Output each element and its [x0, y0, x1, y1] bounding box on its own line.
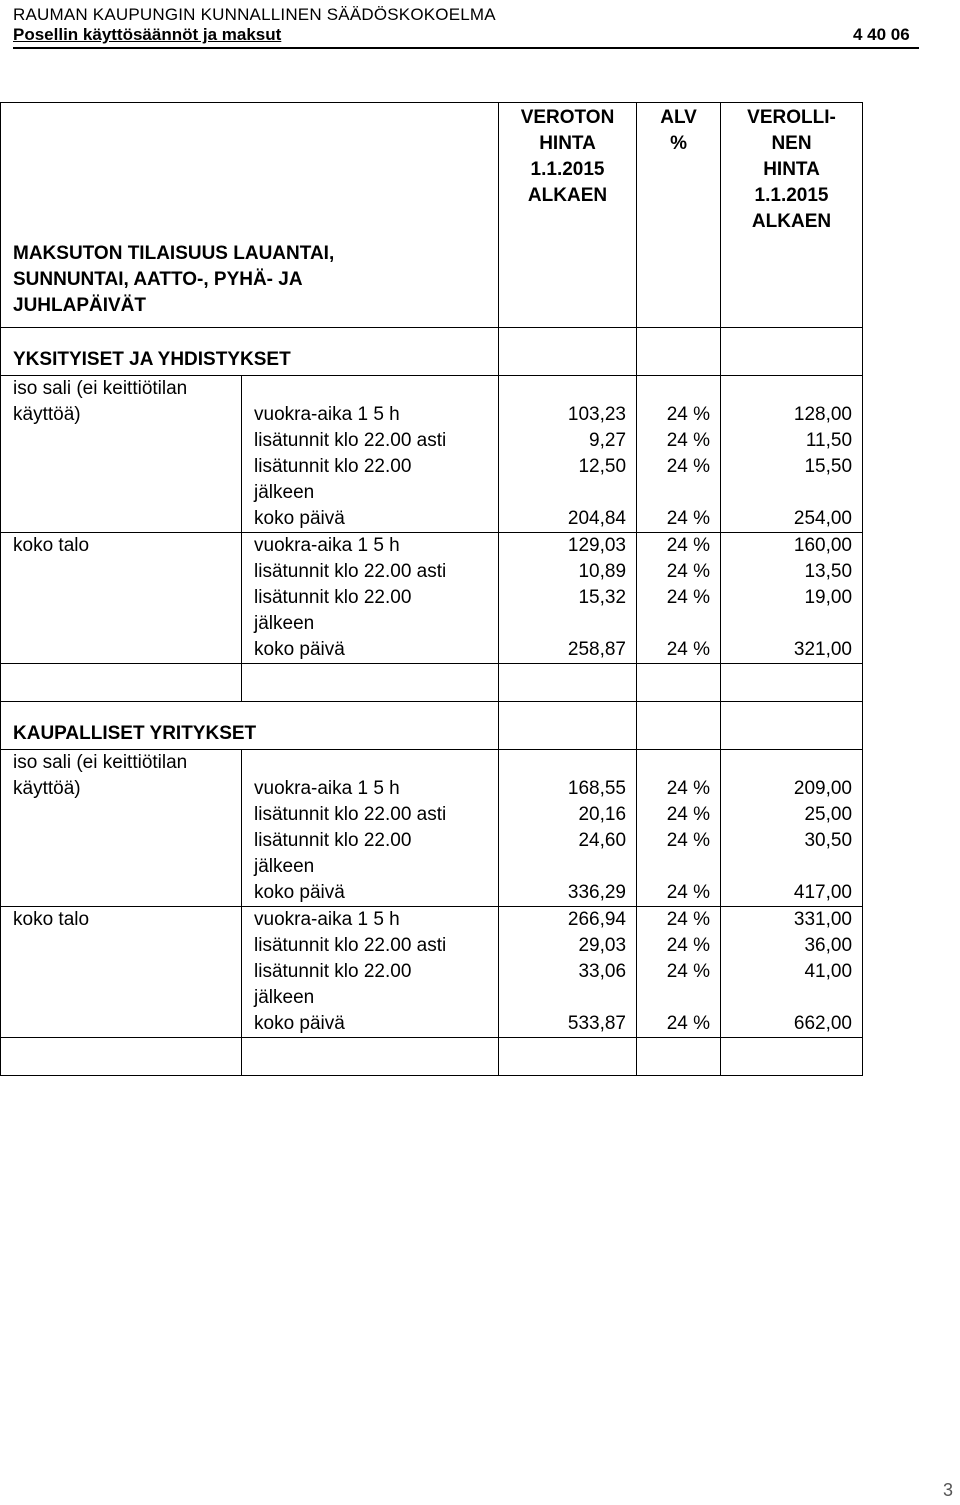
vat-rate: 24 % [637, 828, 721, 880]
price-excl: 15,32 [499, 585, 637, 637]
table-row [1, 506, 863, 533]
row-label: vuokra-aika 1 5 h [254, 778, 400, 799]
row-label-cell [242, 376, 499, 429]
empty-cell [721, 702, 863, 750]
price-incl: 160,00 [721, 533, 863, 560]
venue-cell [1, 533, 242, 560]
document-title: Posellin käyttösäännöt ja maksut [13, 25, 282, 44]
table-row [1, 750, 863, 803]
venue-cell [1, 1011, 242, 1038]
row-label-cell [242, 880, 499, 907]
header-rule [13, 47, 919, 49]
table-row [1, 828, 863, 880]
empty-cell [242, 664, 499, 702]
price-incl: 30,50 [721, 828, 863, 880]
price-excl: 336,29 [499, 880, 637, 907]
table-row [1, 559, 863, 585]
venue-cell [1, 454, 242, 506]
price-incl: 41,00 [721, 959, 863, 1011]
vat-rate: 24 % [637, 880, 721, 907]
row-label-cell [242, 750, 499, 803]
price-excl: 12,50 [499, 454, 637, 506]
vat-rate: 24 % [637, 1011, 721, 1038]
price-incl: 13,50 [721, 559, 863, 585]
price-incl: 128,00 [721, 376, 863, 429]
vat-rate: 24 % [637, 959, 721, 1011]
row-label-cell [242, 637, 499, 664]
price-excl: 29,03 [499, 933, 637, 959]
empty-cell [637, 328, 721, 376]
price-incl: 11,50 [721, 428, 863, 454]
section-title: KAUPALLISET YRITYKSET [1, 702, 499, 750]
table-row [1, 585, 863, 637]
row-label: koko päivä [254, 882, 345, 903]
table-header-row [1, 103, 863, 328]
col-header-price-excl: VEROTON HINTA 1.1.2015 ALKAEN [499, 103, 637, 328]
vat-rate: 24 % [637, 428, 721, 454]
price-incl: 331,00 [721, 907, 863, 934]
empty-cell [721, 664, 863, 702]
venue-cell [1, 933, 242, 959]
row-label: lisätunnit klo 22.00 jälkeen [254, 587, 412, 634]
row-label-cell [242, 585, 499, 637]
table-row [1, 802, 863, 828]
main-title-cell [1, 103, 499, 328]
price-incl: 15,50 [721, 454, 863, 506]
empty-cell [721, 328, 863, 376]
vat-rate: 24 % [637, 454, 721, 506]
row-label: koko päivä [254, 508, 345, 529]
table-row [1, 376, 863, 429]
table-row [1, 959, 863, 1011]
venue-cell [1, 750, 242, 803]
row-label-cell [242, 559, 499, 585]
collection-title: RAUMAN KAUPUNGIN KUNNALLINEN SÄÄDÖSKOKOELMA [13, 5, 496, 24]
table-row [1, 637, 863, 664]
vat-rate: 24 % [637, 559, 721, 585]
row-label-cell [242, 959, 499, 1011]
row-label: lisätunnit klo 22.00 asti [254, 935, 447, 956]
row-label: lisätunnit klo 22.00 asti [254, 430, 447, 451]
table-row [1, 907, 863, 934]
price-excl: 129,03 [499, 533, 637, 560]
empty-cell [499, 702, 637, 750]
vat-rate: 24 % [637, 533, 721, 560]
price-incl: 36,00 [721, 933, 863, 959]
table-row [1, 1011, 863, 1038]
empty-cell [721, 1038, 863, 1076]
row-label-cell [242, 533, 499, 560]
venue-cell [1, 559, 242, 585]
empty-cell [499, 664, 637, 702]
table-row [1, 533, 863, 560]
section-title: YKSITYISET JA YHDISTYKSET [1, 328, 499, 376]
row-label: koko päivä [254, 639, 345, 660]
venue-cell [1, 428, 242, 454]
row-label-cell [242, 828, 499, 880]
empty-cell [637, 702, 721, 750]
price-excl: 168,55 [499, 750, 637, 803]
venue-cell [1, 376, 242, 429]
empty-cell [1, 664, 242, 702]
venue-cell [1, 828, 242, 880]
price-excl: 258,87 [499, 637, 637, 664]
table-row [1, 454, 863, 506]
venue-cell [1, 585, 242, 637]
empty-cell [499, 328, 637, 376]
price-incl: 209,00 [721, 750, 863, 803]
main-title: MAKSUTON TILAISUUS LAUANTAI, SUNNUNTAI, AATTO-, PYHÄ- JA JUHLAPÄIVÄT [13, 243, 335, 316]
price-incl: 19,00 [721, 585, 863, 637]
vat-rate: 24 % [637, 933, 721, 959]
vat-rate: 24 % [637, 637, 721, 664]
price-excl: 9,27 [499, 428, 637, 454]
venue-name: koko talo [13, 909, 90, 930]
row-label-cell [242, 1011, 499, 1038]
empty-cell [637, 1038, 721, 1076]
row-label: lisätunnit klo 22.00 asti [254, 804, 447, 825]
price-table [0, 102, 863, 1076]
section-row [1, 702, 863, 750]
col-header-price-incl: VEROLLI- NEN HINTA 1.1.2015 ALKAEN [721, 103, 863, 328]
venue-name: iso sali (ei keittiötilan käyttöä) [13, 378, 188, 425]
price-incl: 662,00 [721, 1011, 863, 1038]
row-label: koko päivä [254, 1013, 345, 1034]
empty-cell [1, 1038, 242, 1076]
venue-name: koko talo [13, 535, 90, 556]
venue-cell [1, 637, 242, 664]
venue-cell [1, 959, 242, 1011]
empty-cell [242, 1038, 499, 1076]
venue-name: iso sali (ei keittiötilan käyttöä) [13, 752, 188, 799]
price-excl: 20,16 [499, 802, 637, 828]
vat-rate: 24 % [637, 907, 721, 934]
row-label: vuokra-aika 1 5 h [254, 404, 400, 425]
page-number: 3 [943, 1480, 954, 1500]
venue-cell [1, 880, 242, 907]
empty-cell [637, 664, 721, 702]
vat-rate: 24 % [637, 376, 721, 429]
document-header [13, 25, 910, 45]
row-label-cell [242, 506, 499, 533]
col-header-vat: ALV % [637, 103, 721, 328]
table-row [1, 428, 863, 454]
empty-cell [499, 1038, 637, 1076]
table-row [1, 933, 863, 959]
spacer-row [1, 664, 863, 702]
section-row [1, 328, 863, 376]
vat-rate: 24 % [637, 750, 721, 803]
row-label: lisätunnit klo 22.00 jälkeen [254, 961, 412, 1008]
price-incl: 417,00 [721, 880, 863, 907]
venue-cell [1, 802, 242, 828]
price-excl: 24,60 [499, 828, 637, 880]
venue-cell [1, 506, 242, 533]
spacer-row [1, 1038, 863, 1076]
row-label-cell [242, 802, 499, 828]
venue-cell [1, 907, 242, 934]
vat-rate: 24 % [637, 802, 721, 828]
vat-rate: 24 % [637, 585, 721, 637]
row-label: lisätunnit klo 22.00 asti [254, 561, 447, 582]
row-label-cell [242, 933, 499, 959]
row-label: vuokra-aika 1 5 h [254, 535, 400, 556]
row-label: lisätunnit klo 22.00 jälkeen [254, 830, 412, 877]
row-label: vuokra-aika 1 5 h [254, 909, 400, 930]
price-excl: 103,23 [499, 376, 637, 429]
document-number: 4 40 06 [853, 25, 910, 44]
price-excl: 533,87 [499, 1011, 637, 1038]
vat-rate: 24 % [637, 506, 721, 533]
price-excl: 204,84 [499, 506, 637, 533]
price-excl: 266,94 [499, 907, 637, 934]
row-label-cell [242, 454, 499, 506]
row-label-cell [242, 428, 499, 454]
table-row [1, 880, 863, 907]
price-excl: 10,89 [499, 559, 637, 585]
price-excl: 33,06 [499, 959, 637, 1011]
price-incl: 25,00 [721, 802, 863, 828]
price-incl: 254,00 [721, 506, 863, 533]
row-label: lisätunnit klo 22.00 jälkeen [254, 456, 412, 503]
row-label-cell [242, 907, 499, 934]
price-incl: 321,00 [721, 637, 863, 664]
